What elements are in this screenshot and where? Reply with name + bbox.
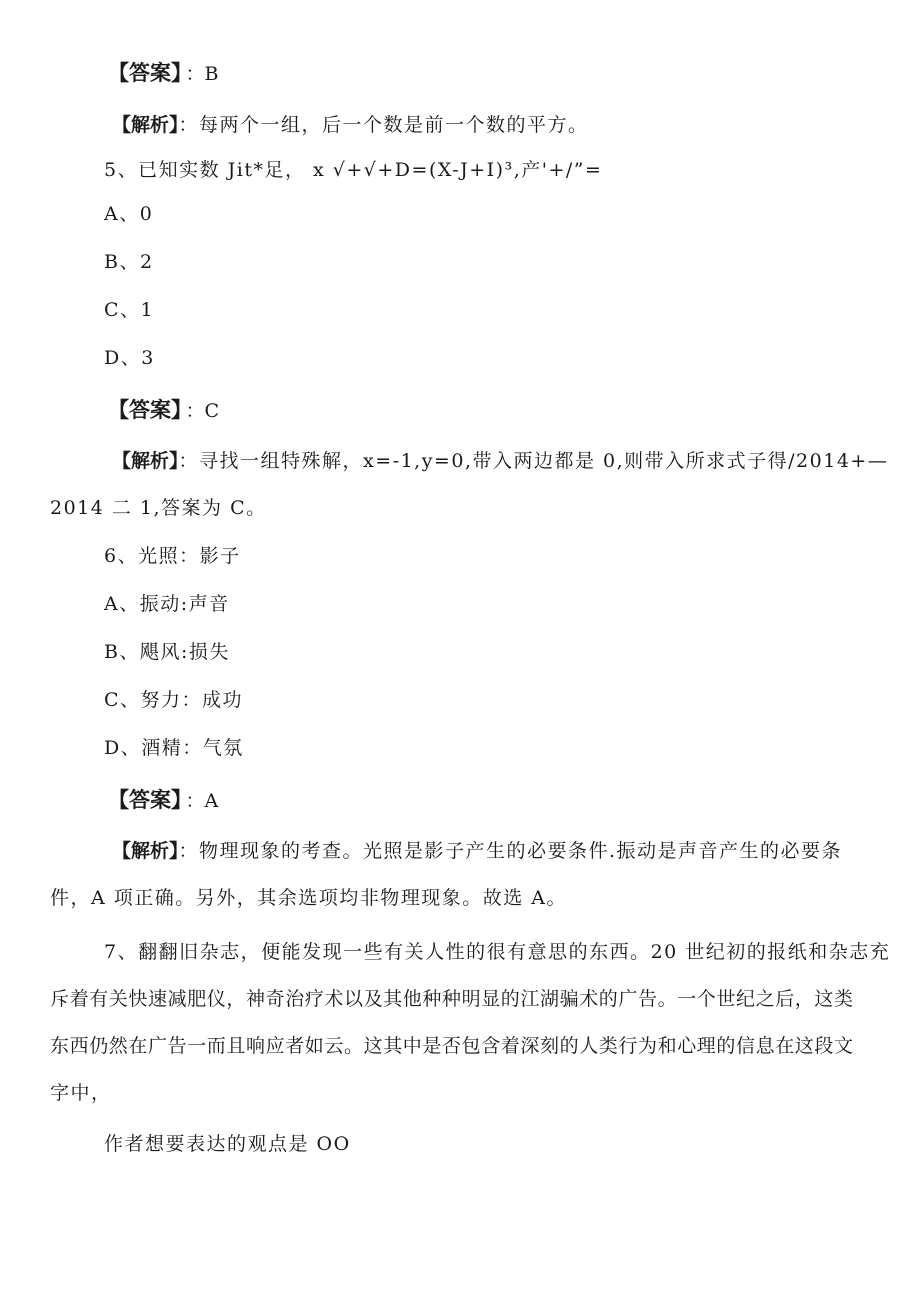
q7-stem-line3: 东西仍然在广告一而且响应者如云。这其中是否包含着深刻的人类行为和心理的信息在这段文: [50, 1035, 854, 1057]
q5-option-d: D、3: [104, 347, 155, 369]
q6-analysis-line1: [112, 839, 842, 863]
q4-analysis-label: 【解析】: [112, 114, 179, 136]
q7-stem-line4: 字中，: [50, 1082, 112, 1104]
q6-analysis-label: 【解析】: [112, 840, 179, 862]
q6-option-c: C、努力：成功: [104, 689, 244, 711]
q5-analysis-line2: 2014 二 1,答案为 C。: [50, 497, 267, 519]
q6-option-d: D、酒精：气氛: [104, 737, 244, 759]
q5-answer-label: 【答案】: [108, 398, 182, 422]
q5-answer-value: ：C: [185, 400, 220, 422]
q6-option-b: B、飓风:损失: [104, 641, 230, 663]
q5-analysis-text: ：寻找一组特殊解，x=-1,y=0,带入两边都是 0,则带入所求式子得/2014+—: [178, 450, 889, 472]
q5-analysis-line1: [112, 449, 889, 473]
q4-answer-label: 【答案】: [108, 61, 182, 85]
q6-answer-label: 【答案】: [108, 788, 182, 812]
q6-analysis-text: ：物理现象的考查。光照是影子产生的必要条件.振动是声音产生的必要条: [178, 840, 843, 862]
q7-stem-line5: 作者想要表达的观点是 OO: [104, 1133, 351, 1155]
q5-option-a: A、0: [104, 203, 154, 225]
q5-answer: [108, 398, 219, 423]
q4-analysis: [112, 113, 589, 137]
q6-answer-value: ：A: [185, 790, 219, 812]
q7-stem-line2: 斥着有关快速减肥仪，神奇治疗术以及其他种种明显的江湖骗术的广告。一个世纪之后，这类: [50, 988, 854, 1010]
q7-stem-line1: 7、翻翻旧杂志，便能发现一些有关人性的很有意思的东西。20 世纪初的报纸和杂志充: [104, 941, 891, 963]
q6-analysis-line2: 件，A 项正确。另外，其余选项均非物理现象。故选 A。: [50, 887, 568, 909]
q4-answer-value: ：B: [185, 63, 219, 85]
q6-answer: [108, 788, 218, 813]
q5-option-c: C、1: [104, 299, 155, 321]
q6-stem: 6、光照：影子: [104, 545, 241, 567]
q5-analysis-label: 【解析】: [112, 450, 179, 472]
q6-option-a: A、振动:声音: [104, 593, 230, 615]
q5-option-b: B、2: [104, 251, 154, 273]
q4-answer: [108, 61, 218, 86]
q4-analysis-text: ：每两个一组，后一个数是前一个数的平方。: [178, 114, 589, 136]
q5-stem: 5、已知实数 Jit*足， x √+√+D=(X-J+I)³,产'+/”=: [104, 159, 603, 181]
